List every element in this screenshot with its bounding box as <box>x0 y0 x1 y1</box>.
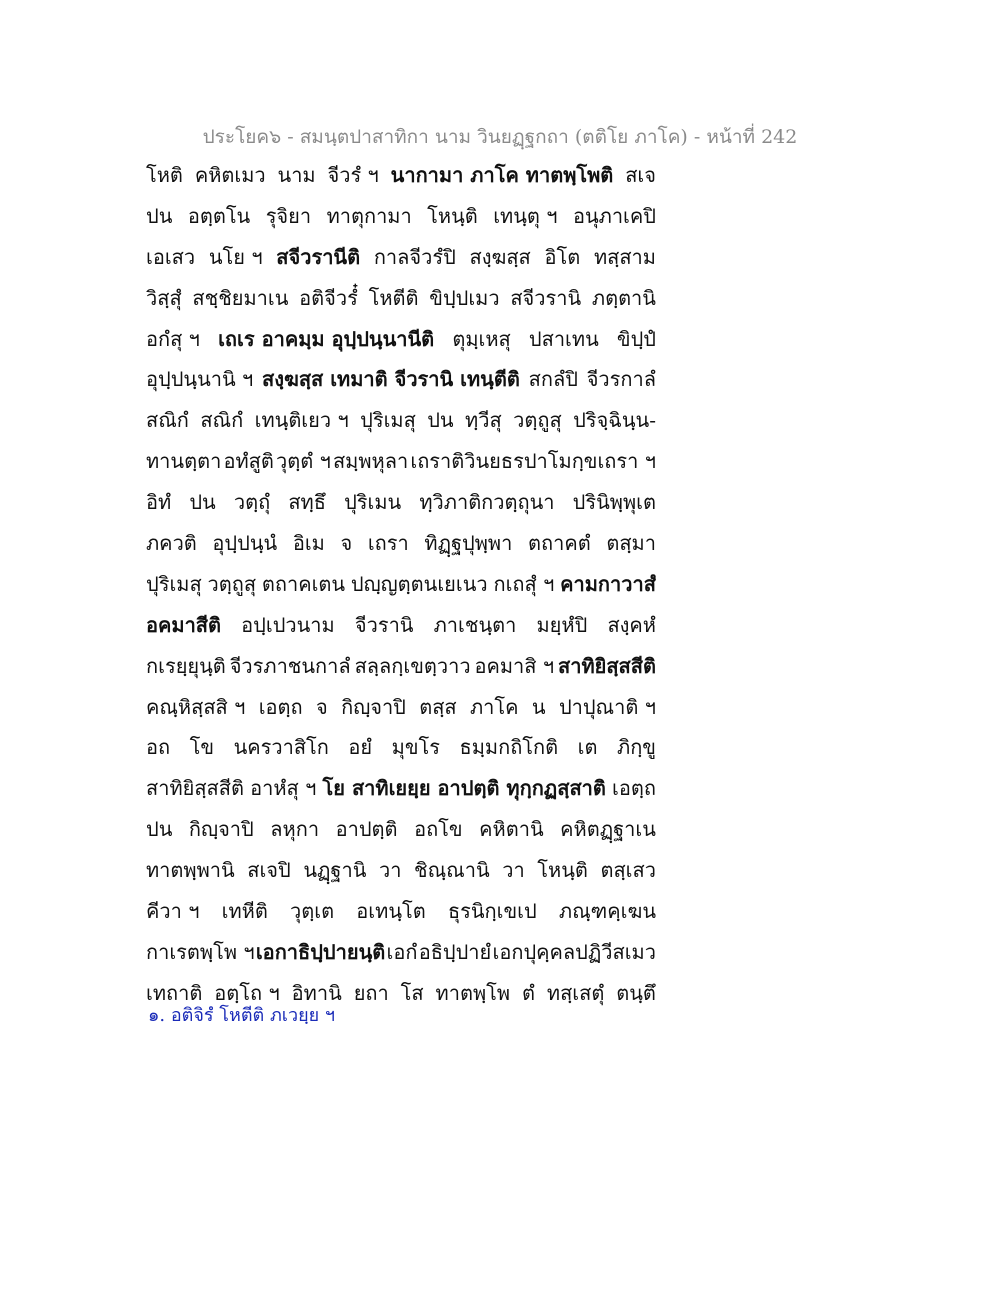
word: ภตฺตานิ <box>591 285 656 310</box>
footnote: ๑. อติจิรํ โหตีติ ภเวยฺย ฯ <box>148 1005 335 1026</box>
word: น <box>531 694 546 719</box>
word: กเถสุํ ฯ <box>493 571 555 596</box>
word: อิทํ <box>146 490 172 515</box>
word: ตสฺส <box>419 694 457 719</box>
word: ภาโค <box>470 694 519 719</box>
word: สมฺพหุลา <box>332 449 409 474</box>
word: เอตฺถ <box>612 776 656 801</box>
word: วตฺถุํ <box>233 490 271 515</box>
bold-term: เอกาธิปฺปายนฺติ <box>255 939 386 964</box>
word: โหตีติ <box>368 285 419 310</box>
text-line <box>146 932 656 973</box>
word: ภาเชนฺตา <box>433 612 517 637</box>
word: จีวรํ ฯ <box>327 163 379 187</box>
word: โส <box>400 980 424 1005</box>
word: ลหุกา <box>270 817 320 842</box>
word: เทหีติ <box>221 899 268 924</box>
word: ปุริเมสุ <box>146 571 202 596</box>
word: โหนฺติ <box>537 858 588 883</box>
word: สเจปิ <box>247 858 291 883</box>
word: จ <box>316 694 328 719</box>
word: โหติ <box>146 163 183 187</box>
word: ภณฺฑคฺเฆน <box>558 899 656 924</box>
text-line <box>146 891 656 932</box>
text-line <box>146 400 656 441</box>
word: อยํ <box>348 735 373 760</box>
word: คีวา ฯ <box>146 899 200 924</box>
word: สณิกํ <box>146 408 189 433</box>
word: สณิกํ <box>200 408 244 433</box>
text-line <box>146 809 656 850</box>
word: ขิปฺปํ <box>616 326 656 351</box>
body-text <box>146 155 666 1014</box>
word: สกลํปิ <box>528 367 578 392</box>
word: วุตฺตํ ฯ <box>276 449 331 474</box>
bold-term: สงฺฆสฺส เทมาติ จีวรานิ เทนฺตีติ <box>262 367 520 392</box>
word: ปน <box>189 490 216 515</box>
word: ปรินิพฺพุเต <box>572 490 656 515</box>
word: วตฺถูสุ <box>513 408 562 433</box>
word: เทถาติ <box>146 980 203 1005</box>
word: อตฺตโน <box>187 203 251 228</box>
word: ปญฺญตฺตนเยเนว <box>350 571 488 596</box>
word: รุจิยา <box>265 203 312 228</box>
word: ปสาเทน <box>528 326 599 351</box>
word: วตฺถูสุ <box>207 571 257 596</box>
word: ภควติ <box>146 531 197 556</box>
text-line <box>146 850 656 891</box>
text-line <box>146 605 656 646</box>
word: กเรยฺยุนฺติ <box>146 653 226 678</box>
word: ตถาคตํ <box>528 531 591 556</box>
word: ชิณฺณานิ <box>414 858 490 883</box>
word: วิสฺสุํ <box>146 285 182 310</box>
word: สทฺธึ <box>288 490 326 515</box>
word: จีวรกาลํ <box>586 367 656 392</box>
word: อุปฺปนฺนานิ ฯ <box>146 367 254 392</box>
word: โข <box>189 735 215 760</box>
word: โหนฺติ <box>427 203 478 228</box>
word: อติจีวรํ๋ <box>299 285 358 310</box>
word: ทฺวีสุ <box>465 408 502 433</box>
word: อปฺเปวนาม <box>241 612 335 637</box>
word: ทสฺเสตุํ <box>546 980 605 1005</box>
word: ทาตุกามา <box>326 203 412 228</box>
word: ปริจฺฉินฺน- <box>573 408 656 433</box>
word: วา <box>502 858 525 883</box>
word: อคมาสิ ฯ <box>474 653 555 678</box>
bold-term: คามกาวาสํ <box>560 571 656 596</box>
word: ปุริเมสุ <box>360 408 416 433</box>
word: อถ <box>146 735 171 760</box>
word: เถราติวินยธรปาโมกฺขเถรา ฯ <box>410 449 656 474</box>
word: สชฺชิยมาเน <box>192 285 289 310</box>
word: มยฺหํปิ <box>536 612 588 637</box>
word: ธมฺมกถิโกติ <box>459 735 559 760</box>
text-line <box>146 687 656 728</box>
bold-term: สจีวรานีติ <box>276 244 361 269</box>
word: จีวรภาชนกาลํ <box>229 653 351 678</box>
word: นครวาสิโก <box>233 735 329 760</box>
word: นาม <box>277 163 316 187</box>
word: ทสฺสาม <box>593 244 656 269</box>
word: วุตฺเต <box>290 899 335 924</box>
word: เอกํ <box>386 939 418 964</box>
word: อิโต <box>544 244 581 269</box>
word: จีวรานิ <box>354 612 414 637</box>
bold-term: นากามา ภาโค ทาตพฺโพติ <box>390 163 614 187</box>
word: สเจ <box>625 163 656 187</box>
word: ภิกฺขู <box>617 735 656 760</box>
word: อเทนฺโต <box>356 899 426 924</box>
word: ตสฺมา <box>606 531 656 556</box>
word: อถโข <box>414 817 463 842</box>
word: ยถา <box>353 980 389 1005</box>
text-line <box>146 482 656 523</box>
word: ตุมฺเหสุ <box>452 326 511 351</box>
bold-term: สาทิยิสฺสสีติ <box>558 653 656 678</box>
text-line <box>146 523 656 564</box>
word: คหิตเมว <box>194 163 266 187</box>
word: เทนฺติเยว ฯ <box>254 408 349 433</box>
word: เถรา <box>367 531 409 556</box>
word: คณฺหิสฺสสิ ฯ <box>146 694 246 719</box>
word: ทฺวิภาติกวตฺถุนา <box>419 490 555 515</box>
word: อทํสูติ <box>223 449 274 474</box>
word: กาลจีวรํปิ <box>373 244 456 269</box>
word: วา <box>378 858 402 883</box>
text-line <box>146 319 656 360</box>
text-line <box>146 359 656 400</box>
bold-term: เถเร อาคมฺม อุปฺปนฺนานีติ <box>218 326 435 351</box>
word: อาหํสุ ฯ <box>250 776 317 801</box>
text-line <box>146 237 656 278</box>
word: ตถาคเตน <box>261 571 346 596</box>
word: ตนฺตึ <box>616 980 656 1005</box>
word: จ <box>340 531 353 556</box>
text-line <box>146 768 656 809</box>
word: คหิตฏฺฐาเน <box>560 817 656 842</box>
word: ทานตฺตา <box>146 449 222 474</box>
word: ปาปุณาติ ฯ <box>558 694 656 719</box>
text-line <box>146 727 656 768</box>
word: นโย ฯ <box>208 244 263 269</box>
word: สงฺคหํ <box>607 612 656 637</box>
text-line <box>146 564 656 605</box>
text-line <box>146 646 656 687</box>
word: สงฺฆสฺส <box>469 244 531 269</box>
word: สจีวรานิ <box>510 285 582 310</box>
word: ทาตพฺพานิ <box>146 858 235 883</box>
word: เอกปุคฺคลปฏิวีสเมว <box>492 939 656 964</box>
bold-term: โย สาทิเยยฺย อาปตฺติ ทุกฺกฏสฺสาติ <box>322 776 606 801</box>
word: คหิตานิ <box>479 817 544 842</box>
word: ทิฏฺฐปุพฺพา <box>424 531 513 556</box>
word: กิญฺจาปิ <box>188 817 254 842</box>
word: อิทานิ <box>291 980 342 1005</box>
word: อิเม <box>292 531 325 556</box>
word: ตสฺเสว <box>600 858 656 883</box>
word: อาปตฺติ <box>335 817 398 842</box>
word: ปน <box>146 817 173 842</box>
word: สาทิยิสฺสสีติ <box>146 776 244 801</box>
word: มุขโร <box>391 735 440 760</box>
word: สลฺลกฺเขตฺวาว <box>354 653 471 678</box>
text-line <box>146 155 656 196</box>
text-line <box>146 441 656 482</box>
bold-term: อคมาสีติ <box>146 612 221 637</box>
word: ธุรนิกฺเขเป <box>447 899 537 924</box>
word: กาเรตพฺโพ ฯ <box>146 939 255 964</box>
word: ปน <box>427 408 454 433</box>
word: อธิปฺปายํ <box>418 939 492 964</box>
word: เต <box>577 735 598 760</box>
word: เอเสว <box>146 244 196 269</box>
page-header: ประโยค๖ - สมนฺตปาสาทิกา นาม วินยฏฺฐกถา (ตติโย ภาโค) - หน้าที่ 242 <box>202 126 798 148</box>
word: อตฺโถ ฯ <box>214 980 280 1005</box>
word: กิญฺจาปิ <box>341 694 406 719</box>
text-line <box>146 196 656 237</box>
word: เทนฺตุ ฯ <box>493 203 558 228</box>
word: อกํสุ ฯ <box>146 326 200 351</box>
word: นฏฺฐานิ <box>303 858 367 883</box>
word: ขิปฺปเมว <box>429 285 500 310</box>
word: ทาตพฺโพ <box>435 980 511 1005</box>
word: ปน <box>146 203 173 228</box>
word: อนุภาเคปิ <box>572 203 656 228</box>
word: ปุริเมน <box>344 490 402 515</box>
word: ตํ <box>521 980 535 1005</box>
text-line <box>146 278 656 319</box>
word: เอตฺถ <box>258 694 303 719</box>
word: อุปฺปนฺนํ <box>212 531 278 556</box>
